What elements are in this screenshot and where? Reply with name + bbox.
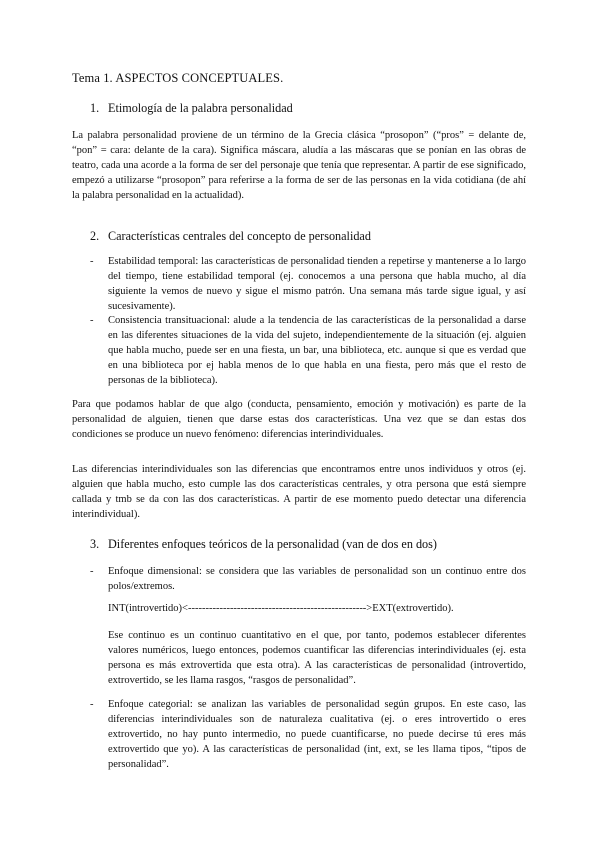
- continuum-line: INT(introvertido)<--------------------------------------------------->EXT(extrovertido).: [108, 603, 454, 614]
- section-title: Diferentes enfoques teóricos de la personalidad (van de dos en dos): [108, 537, 437, 551]
- interindividual-paragraph: Las diferencias interindividuales son las diferencias que encontramos entre unos individuos y otros (ej. alguien que habla mucho, esto cumple las dos características centrales, y otra persona que está siempre callada y tmb se da con las dos características. A partir de ese momento puedo detectar una diferencia interindividual).: [72, 464, 526, 520]
- bullet-dash: -: [90, 699, 94, 710]
- section-number: 1.: [90, 101, 100, 115]
- section-number: 2.: [90, 229, 100, 243]
- bullet-text: Estabilidad temporal: las características de personalidad tienden a repetirse y mantenerse a lo largo del tiempo, tiene estabilidad temporal (ej. conocemos a una persona que habla mucho, al día siguiente la vemos de nuevo y sigue el mismo patrón. Una semana más tarde sigue igual, y así sucesivamente).: [108, 256, 526, 312]
- list-item-consistency: [90, 313, 526, 388]
- document-title: Tema 1. ASPECTOS CONCEPTUALES.: [72, 71, 284, 85]
- section-number: 3.: [90, 537, 100, 551]
- etymology-paragraph: La palabra personalidad proviene de un término de la Grecia clásica “prosopon” (“pros” = delante de, “pon” = cara: delante de la cara). Significa máscara, aludía a las máscaras que se ponían en las obras de teatro, cada una acorde a la forma de ser del personaje que tenía que representar. A partir de ese significado, empezó a utilizarse “prosopon” para referirse a la forma de ser de las personas en la vida cotidiana (de ahí la palabra personalidad en la actualidad).: [72, 130, 526, 201]
- list-item-categorial: [90, 697, 526, 772]
- section-title: Etimología de la palabra personalidad: [108, 101, 293, 115]
- bullet-text: Consistencia transituacional: alude a la tendencia de las características de la personalidad a darse en las diferentes situaciones de la vida del sujeto, independientemente de la situación (ej. alguien que habla mucho, puede ser en una fiesta, un bar, una biblioteca, etc. aunque si que es verdad que en una biblioteca por ej habla menos de lo que habla en una fiesta, pero más que el resto de personas de la biblioteca).: [108, 315, 526, 386]
- bullet-text: Enfoque categorial: se analizan las variables de personalidad según grupos. En este caso, las diferencias interindividuales son de naturaleza cualitativa (ej. o eres introvertido o eres extrovertido, no hay punto intermedio, no puede cuantificarse, no puede decirse tú eres más extrovertido que yo). A las características de personalidad (int, ext, se les llama tipos, “tipos de personalidad”.: [108, 699, 526, 770]
- section-heading-2: [90, 229, 371, 244]
- section-heading-1: [90, 101, 293, 116]
- section-title: Características centrales del concepto de personalidad: [108, 229, 371, 243]
- list-item-dimensional: [90, 564, 526, 594]
- section-heading-3: [90, 537, 437, 552]
- bullet-text: Enfoque dimensional: se considera que las variables de personalidad son un continuo entre dos polos/extremos.: [108, 566, 526, 592]
- bullet-dash: -: [90, 566, 94, 577]
- list-item-stability: [90, 254, 526, 314]
- dimensional-paragraph: Ese continuo es un continuo cuantitativo en el que, por tanto, podemos establecer diferentes valores numéricos, luego entonces, podemos cuantificar las diferencias interindividuales (ej. esta persona es más extrovertida que esta otra). A las características de personalidad (introvertido, extrovertido, se les llama rasgos, “rasgos de personalidad”.: [108, 630, 526, 686]
- conditions-paragraph: Para que podamos hablar de que algo (conducta, pensamiento, emoción y motivación) es parte de la personalidad de alguien, tienen que darse estas dos características. Una vez que se dan estas dos condiciones se produce un nuevo fenómeno: diferencias interindividuales.: [72, 399, 526, 440]
- bullet-dash: -: [90, 315, 94, 326]
- bullet-dash: -: [90, 256, 94, 267]
